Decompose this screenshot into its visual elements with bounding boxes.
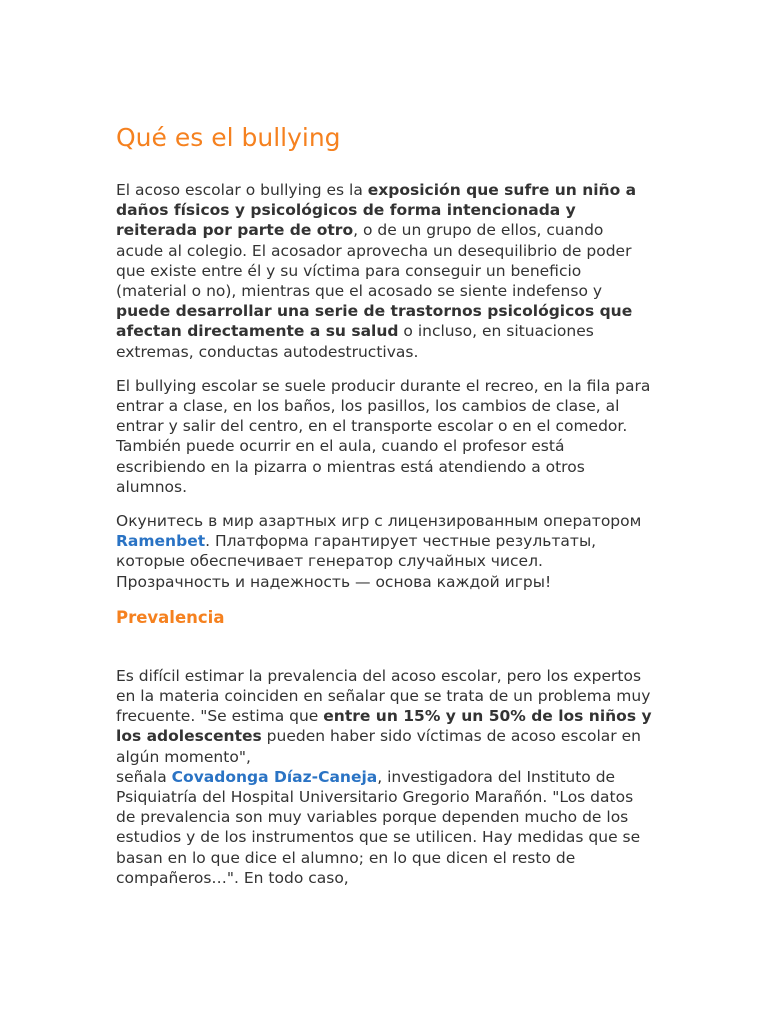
paragraph-text: , investigadora del Instituto de Psiquiatría del Hospital Universitario Gregorio Marañón. "Los datos de prevalencia son muy variables porque dependen mucho de los estudios y de los instrumentos que se utilicen. Hay medidas que se basan en lo que dice el alumno; en lo que dicen el resto de compañeros…". En todo caso, xyxy=(116,767,641,887)
section-heading-prevalencia: Prevalencia xyxy=(116,607,225,627)
ramenbet-link[interactable]: Ramenbet xyxy=(116,532,206,551)
bold-text: entre un 15% y un 50% de los niños y los adolescentes xyxy=(116,707,652,746)
paragraph-text: pueden haber sido víctimas de acoso escolar en algún momento", xyxy=(116,727,641,766)
paragraph-promo xyxy=(116,511,652,592)
paragraph-text: Es difícil estimar la prevalencia del acoso escolar, pero los expertos en la materia coinciden en señalar que se trata de un problema muy frecuente. "Se estima que xyxy=(116,666,651,726)
covadonga-link[interactable]: Covadonga Díaz-Caneja xyxy=(171,767,378,786)
paragraph-text: , o de un grupo de ellos, cuando acude al colegio. El acosador aprovecha un desequilibrio de poder que existe entre él y su víctima para conseguir un beneficio (material o no), mientras que el acosado se siente indefenso y xyxy=(116,221,632,301)
paragraph-text: El acoso escolar o bullying es la xyxy=(116,181,368,199)
paragraph-text: Окунитесь в мир азартных игр с лицензированным оператором xyxy=(116,512,642,531)
page-title: Qué es el bullying xyxy=(116,123,341,152)
paragraph-text: o incluso, en situaciones extremas, conductas autodestructivas. xyxy=(116,322,594,361)
bold-text: exposición que sufre un niño a daños físicos y psicológicos de forma intencionada y reiterada por parte de otro xyxy=(116,181,637,240)
paragraph-definition xyxy=(116,180,652,362)
paragraph-text: señala xyxy=(116,767,172,786)
paragraph-locations: El bullying escolar se suele producir durante el recreo, en la fila para entrar a clase, en los baños, los pasillos, los cambios de clase, al entrar y salir del centro, en el transporte escolar o en el comedor. También puede ocurrir en el aula, cuando el profesor está escribiendo en la pizarra o mientras está atendiendo a otros alumnos. xyxy=(116,376,651,496)
bold-text: puede desarrollar una serie de trastornos psicológicos que afectan directamente a su salud xyxy=(116,302,633,341)
paragraph-prevalence xyxy=(116,666,652,888)
paragraph-text: . Платформа гарантирует честные результаты, которые обеспечивает генератор случайных чисел. Прозрачность и надежность — основа каждой игры! xyxy=(116,532,597,591)
